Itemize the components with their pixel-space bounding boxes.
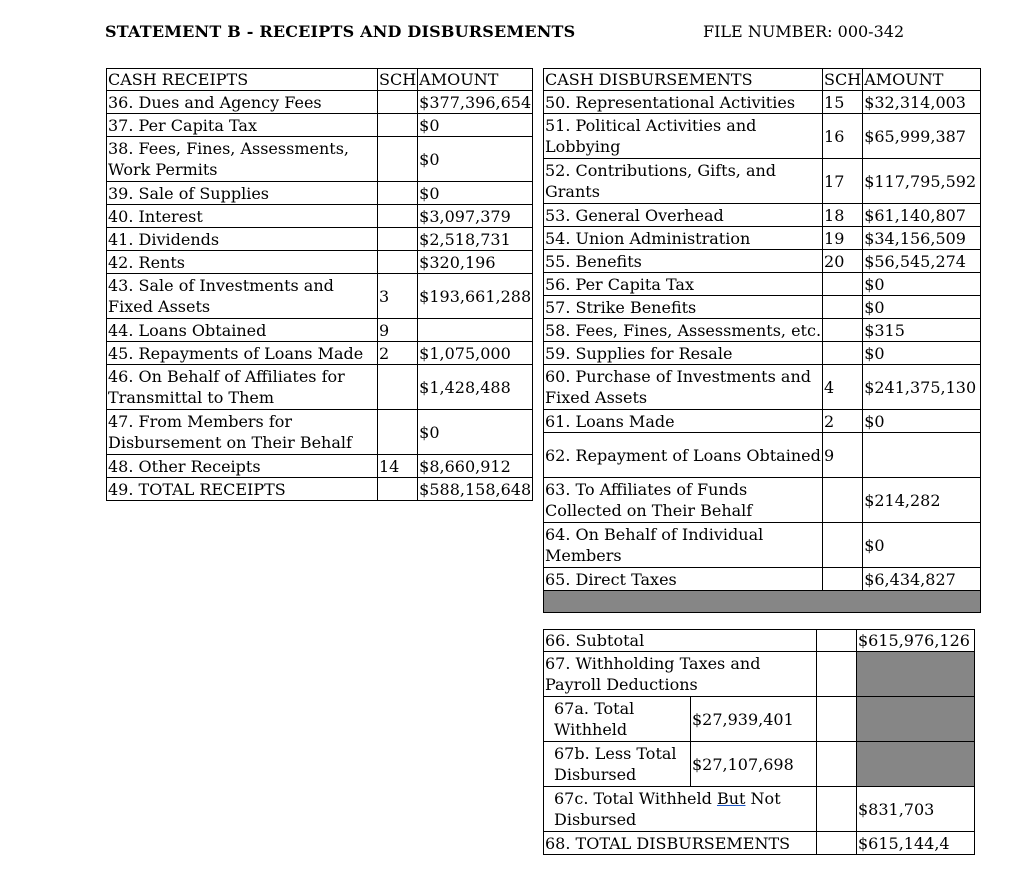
row-sch	[378, 137, 418, 182]
table-row	[544, 296, 981, 319]
row-amount: $0	[863, 273, 981, 296]
row-sch: 3	[378, 274, 418, 319]
row-label: 52. Contributions, Gifts, and Grants	[544, 159, 823, 204]
row-sch	[378, 182, 418, 205]
row-amount	[418, 319, 533, 342]
table-row	[107, 205, 533, 228]
row-amount: $588,158,648	[419, 479, 532, 499]
row-sch	[823, 319, 863, 342]
row-label: 60. Purchase of Investments and Fixed Assets	[544, 365, 823, 410]
row-amount: $65,999,387	[863, 114, 981, 159]
row-sch: 16	[823, 114, 863, 159]
row-label: 40. Interest	[107, 205, 378, 228]
subtotal-sch	[817, 630, 857, 652]
row-sch: 4	[823, 365, 863, 410]
row-sch	[378, 365, 418, 410]
less-disbursed-row	[544, 742, 975, 787]
row-label: 41. Dividends	[107, 228, 378, 251]
gray-separator	[544, 591, 981, 613]
table-row	[544, 568, 981, 591]
table-row	[107, 410, 533, 455]
row-label: 59. Supplies for Resale	[544, 342, 823, 365]
disbursements-totals-table	[543, 629, 975, 855]
table-row	[107, 251, 533, 274]
withheld-amount: $27,939,401	[691, 697, 817, 742]
receipts-header-label: CASH RECEIPTS	[107, 69, 378, 91]
table-row	[544, 250, 981, 273]
table-row	[544, 478, 981, 523]
not-disbursed-sch	[817, 787, 857, 832]
row-label: 37. Per Capita Tax	[107, 114, 378, 137]
row-sch	[378, 478, 418, 501]
row-amount: $241,375,130	[863, 365, 981, 410]
row-amount: $377,396,654	[419, 92, 532, 112]
table-row	[107, 137, 533, 182]
less-disbursed-amount: $27,107,698	[691, 742, 817, 787]
row-label: 43. Sale of Investments and Fixed Assets	[107, 274, 378, 319]
withholding-label: 67. Withholding Taxes and Payroll Deductions	[544, 652, 817, 697]
row-sch	[378, 91, 418, 114]
row-sch	[823, 342, 863, 365]
row-label: 38. Fees, Fines, Assessments, Work Permits	[107, 137, 378, 182]
row-sch: 14	[378, 455, 418, 478]
row-label: 49. TOTAL RECEIPTS	[107, 478, 378, 501]
table-row	[544, 523, 981, 568]
withheld-label: 67a. Total Withheld	[544, 697, 691, 742]
row-sch: 9	[378, 319, 418, 342]
row-label: 39. Sale of Supplies	[107, 182, 378, 205]
row-sch: 17	[823, 159, 863, 204]
file-number: FILE NUMBER: 000-342	[703, 22, 905, 41]
row-label: 57. Strike Benefits	[544, 296, 823, 319]
row-amount: $0	[418, 114, 533, 137]
row-sch: 19	[823, 227, 863, 250]
table-row	[544, 319, 981, 342]
row-sch: 15	[823, 91, 863, 114]
row-sch: 2	[823, 410, 863, 433]
subtotal-label: 66. Subtotal	[544, 630, 817, 652]
row-amount: $0	[863, 296, 981, 319]
row-sch: 9	[823, 433, 863, 478]
row-amount	[863, 433, 981, 478]
row-sch: 18	[823, 204, 863, 227]
row-sch	[823, 478, 863, 523]
table-row	[544, 342, 981, 365]
receipts-header-sch: SCH	[379, 70, 417, 89]
subtotal-row	[544, 630, 975, 652]
disbursements-header-sch: SCH	[824, 70, 862, 89]
row-label: 36. Dues and Agency Fees	[107, 91, 378, 114]
row-label: 55. Benefits	[544, 250, 823, 273]
row-sch	[823, 568, 863, 591]
row-label: 46. On Behalf of Affiliates for Transmittal to Them	[107, 365, 378, 410]
table-row	[544, 91, 981, 114]
table-row	[107, 228, 533, 251]
row-sch: 20	[823, 250, 863, 273]
row-label: 45. Repayments of Loans Made	[107, 342, 378, 365]
table-row	[107, 114, 533, 137]
total-disbursements-label: 68. TOTAL DISBURSEMENTS	[544, 832, 817, 855]
not-disbursed-row	[544, 787, 975, 832]
row-label: 44. Loans Obtained	[107, 319, 378, 342]
table-row	[107, 274, 533, 319]
receipts-table	[106, 68, 533, 501]
row-amount: $1,428,488	[418, 365, 533, 410]
row-amount: $61,140,807	[863, 204, 981, 227]
total-disbursements-row	[544, 832, 975, 855]
not-disbursed-label	[544, 787, 817, 832]
row-amount: $0	[863, 523, 981, 568]
row-amount: $3,097,379	[418, 205, 533, 228]
not-disbursed-label-pre: 67c. Total Withheld	[554, 789, 717, 808]
row-label: 63. To Affiliates of Funds Collected on Their Behalf	[544, 478, 823, 523]
row-label: 54. Union Administration	[544, 227, 823, 250]
row-amount: $34,156,509	[863, 227, 981, 250]
row-label: 65. Direct Taxes	[544, 568, 823, 591]
table-row	[544, 159, 981, 204]
withholding-sch	[817, 652, 857, 697]
table-row	[544, 227, 981, 250]
row-sch	[823, 523, 863, 568]
row-amount: $2,518,731	[418, 228, 533, 251]
table-row	[544, 114, 981, 159]
row-label: 48. Other Receipts	[107, 455, 378, 478]
withholding-row	[544, 652, 975, 697]
less-disbursed-sch	[817, 742, 857, 787]
table-row	[544, 410, 981, 433]
row-label: 51. Political Activities and Lobbying	[544, 114, 823, 159]
disbursements-header-label: CASH DISBURSEMENTS	[544, 69, 823, 91]
row-amount: $214,282	[863, 478, 981, 523]
row-sch	[378, 251, 418, 274]
not-disbursed-label-post: Not Disbursed	[554, 789, 781, 829]
row-amount: $6,434,827	[863, 568, 981, 591]
row-amount: $1,075,000	[418, 342, 533, 365]
table-row	[544, 204, 981, 227]
table-row	[107, 182, 533, 205]
table-row	[107, 319, 533, 342]
row-label: 47. From Members for Disbursement on Their Behalf	[107, 410, 378, 455]
row-amount: $193,661,288	[418, 274, 533, 319]
less-disbursed-label: 67b. Less Total Disbursed	[544, 742, 691, 787]
table-row	[107, 478, 533, 501]
row-sch	[378, 410, 418, 455]
receipts-header-amount: AMOUNT	[418, 69, 533, 91]
row-label: 62. Repayment of Loans Obtained	[544, 433, 823, 478]
row-amount: $320,196	[418, 251, 533, 274]
subtotal-amount: $615,976,126	[857, 630, 975, 652]
row-amount: $117,795,592	[863, 159, 981, 204]
gray-cell	[857, 742, 975, 787]
gray-cell	[857, 652, 975, 697]
withheld-sch	[817, 697, 857, 742]
not-disbursed-amount: $831,703	[857, 787, 975, 832]
disbursements-table	[543, 68, 981, 613]
row-amount: $0	[418, 137, 533, 182]
row-label: 50. Representational Activities	[544, 91, 823, 114]
row-label: 53. General Overhead	[544, 204, 823, 227]
row-amount: $0	[418, 182, 533, 205]
row-amount: $32,314,003	[863, 91, 981, 114]
row-sch	[378, 205, 418, 228]
table-row	[544, 433, 981, 478]
total-disbursements-sch	[817, 832, 857, 855]
total-disbursements-amount: $615,144,4	[857, 832, 975, 855]
row-amount: $0	[418, 410, 533, 455]
not-disbursed-label-but: But	[716, 789, 746, 808]
row-label: 56. Per Capita Tax	[544, 273, 823, 296]
table-row	[107, 91, 533, 114]
row-label: 64. On Behalf of Individual Members	[544, 523, 823, 568]
table-row	[107, 365, 533, 410]
row-sch	[378, 228, 418, 251]
row-amount: $0	[863, 342, 981, 365]
statement-title: STATEMENT B - RECEIPTS AND DISBURSEMENTS	[105, 22, 576, 41]
disbursements-header-amount: AMOUNT	[863, 69, 981, 91]
row-amount: $8,660,912	[418, 455, 533, 478]
row-amount: $0	[863, 410, 981, 433]
row-label: 42. Rents	[107, 251, 378, 274]
withheld-row	[544, 697, 975, 742]
row-sch: 2	[378, 342, 418, 365]
row-sch	[378, 114, 418, 137]
gray-separator-row	[544, 591, 981, 613]
table-row	[544, 365, 981, 410]
row-sch	[823, 296, 863, 319]
table-row	[107, 342, 533, 365]
table-row	[544, 273, 981, 296]
gray-cell	[857, 697, 975, 742]
row-sch	[823, 273, 863, 296]
row-amount: $315	[863, 319, 981, 342]
table-row	[107, 455, 533, 478]
row-label: 61. Loans Made	[544, 410, 823, 433]
row-amount: $56,545,274	[863, 250, 981, 273]
row-label: 58. Fees, Fines, Assessments, etc.	[545, 320, 822, 340]
